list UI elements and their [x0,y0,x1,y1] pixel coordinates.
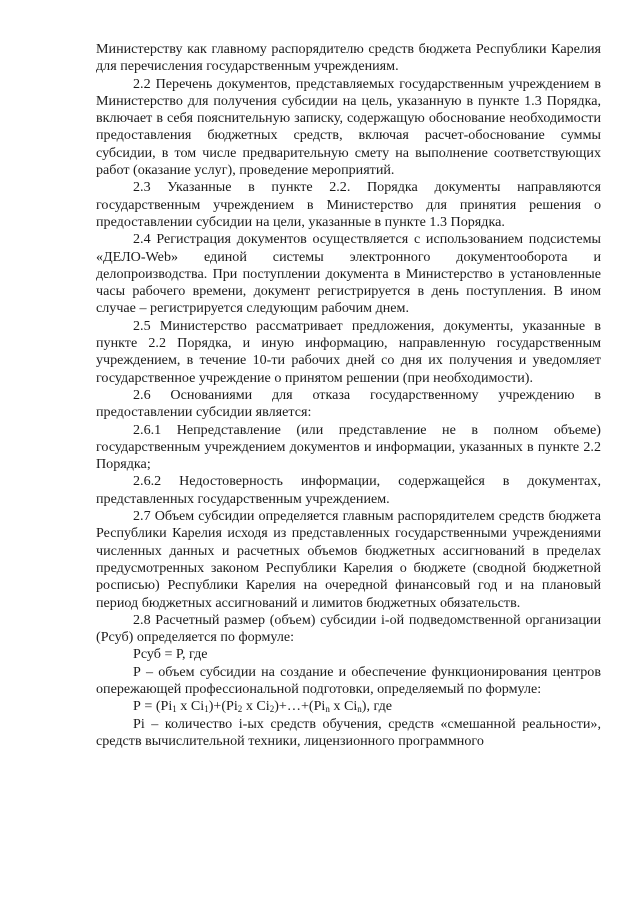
paragraph-continuation: Министерству как главному распорядителю средств бюджета Республики Карелия для перечисления государственным учреждениям. [96,41,601,75]
formula-part: ), где [361,698,393,715]
paragraph-2-6-2: 2.6.2 Недостоверность информации, содержащейся в документах, представленных государственным учреждением. [96,473,601,507]
paragraph-2-5: 2.5 Министерство рассматривает предложения, документы, указанные в пункте 2.2 Порядка, и иную информацию, направленную государственным учреждением, в течение 10-ти рабочих дней со дня их получения и уведомляет государственное учреждение о принятом решении (при необходимости). [96,317,601,386]
paragraph-p-definition: Р – объем субсидии на создание и обеспечение функционирования центров опережающей профессиональной подготовки, определяемый по формуле: [96,663,601,697]
paragraph-2-7: 2.7 Объем субсидии определяется главным распорядителем средств бюджета Республики Карелия исходя из представленных государственными учреждениями численных данных и расчетных объемов бюджетных ассигнований в пределах предусмотренных законом Республики Карелия о бюджете (сводной бюджетной росписью) Республики Карелия на очередной финансовый год и на плановый период бюджетных ассигнований и лимитов бюджетных обязательств. [96,508,601,611]
paragraph-2-2: 2.2 Перечень документов, представляемых государственным учреждением в Министерство для получения субсидии на цель, указанную в пункте 1.3 Порядка, включает в себя пояснительную записку, содержащую обоснование необходимости предоставления бюджетных средств, включая расчет-обоснование суммы субсидии, в том числе предварительную смету на выполнение соответствующих работ (оказание услуг), проведение мероприятий. [96,75,601,179]
formula-part: х Ci [176,698,205,715]
paragraph-2-6-1: 2.6.1 Непредставление (или представление не в полном объеме) государственным учреждением документов и информации, указанных в пункте 2.2 Порядка; [96,421,601,473]
paragraph-2-8: 2.8 Расчетный размер (объем) субсидии i-ой подведомственной организации (Рсуб) определяется по формуле: [96,611,601,646]
formula-part: Р = (Pi [133,698,173,715]
paragraph-pi-definition: Pi – количество i-ых средств обучения, средств «смешанной реальности», средств вычислительной техники, лицензионного программного [96,715,601,749]
formula-part: х Ci [242,698,270,715]
formula-subscript: 1 [172,704,177,715]
formula-subscript: 1 [204,704,209,715]
formula-part: х Ci [329,698,358,715]
formula-subscript: 2 [237,704,243,715]
formula-subscript: 2 [269,704,275,715]
formula-part: )+(Pi [208,698,238,715]
formula-subscript: n [357,704,362,715]
formula-part: )+…+(Pi [274,698,326,715]
formula-rsub: Рсуб = Р, где [133,646,208,663]
paragraph-2-4: 2.4 Регистрация документов осуществляется с использованием подсистемы «ДЕЛО-Web» единой системы электронного документооборота и делопроизводства. При поступлении документа в Министерство в установленные часы рабочего времени, документ регистрируется в день поступления. В ином случае – регистрируется следующим рабочим днем. [96,231,601,317]
formula-p [96,698,601,715]
formula-subscript: n [325,704,330,715]
document-page [96,41,601,750]
paragraph-2-3: 2.3 Указанные в пункте 2.2. Порядка документы направляются государственным учреждением в Министерство для принятия решения о предоставлении субсидии на цели, указанные в пункте 1.3 Порядка. [96,179,601,230]
paragraph-2-6: 2.6 Основаниями для отказа государственному учреждению в предоставлении субсидии является: [96,386,601,421]
